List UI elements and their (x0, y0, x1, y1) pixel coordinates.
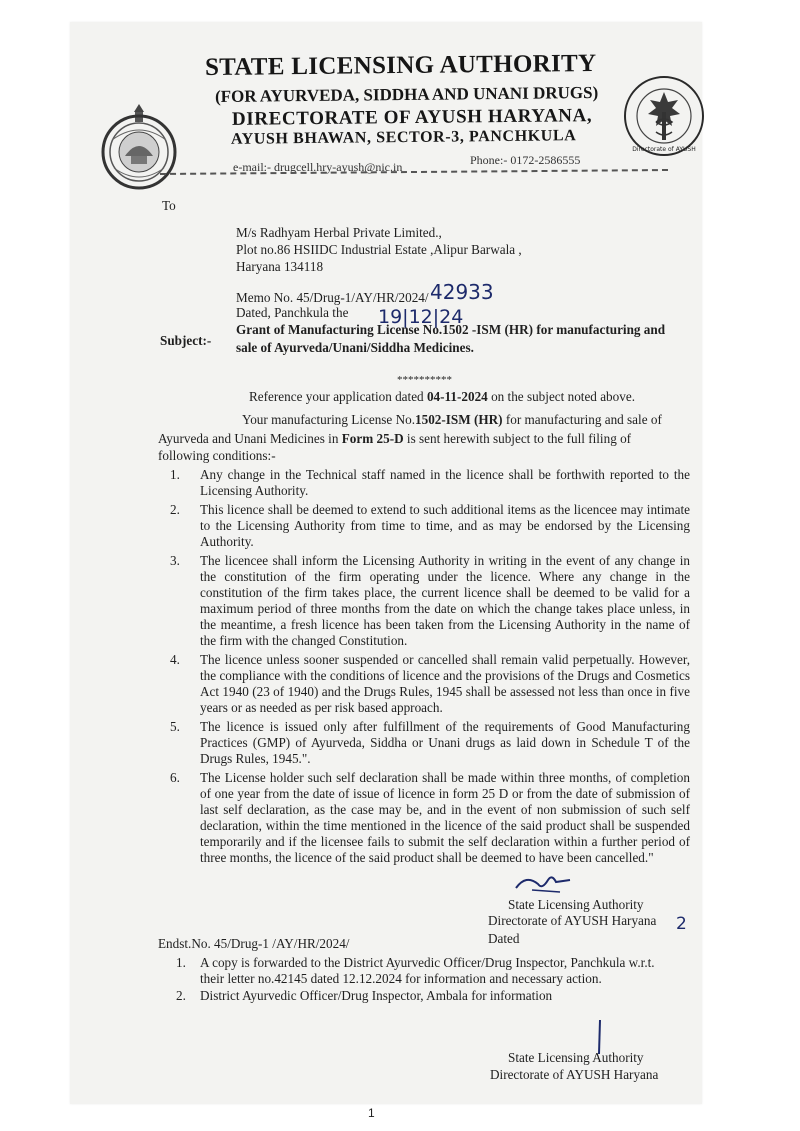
intro-line-3: following conditions:- (158, 448, 276, 463)
subject-label: Subject:- (160, 333, 212, 348)
endorsement-item-2-line-1: District Ayurvedic Officer/Drug Inspector, Ambala for information (200, 988, 553, 1003)
handwritten-memo-number: 42933 (430, 280, 494, 304)
reference-line (249, 389, 635, 405)
signature-1-handmark: 2 (676, 914, 687, 934)
condition-number: 5. (170, 719, 180, 734)
authority-title: STATE LICENSING AUTHORITY (204, 49, 597, 82)
condition-text: Any change in the Technical staff named in the licence shall be forthwith reported to the Licensing Authority. (200, 467, 690, 498)
condition-text: The licence is issued only after fulfillment of the requirements of Good Manufacturing Practices (GMP) of Ayurveda, Siddha or Unani drugs as laid down in Schedule T of the Drugs Rules, 1945.". (200, 719, 690, 766)
condition-item (170, 652, 690, 716)
subject-line-1: Grant of Manufacturing License No.1502 -ISM (HR) for manufacturing and (236, 322, 666, 337)
condition-number: 6. (170, 770, 180, 785)
directorate-name: DIRECTORATE OF AYUSH HARYANA, (231, 105, 593, 130)
directorate-address: AYUSH BHAWAN, SECTOR-3, PANCHKULA (230, 127, 577, 148)
intro-p2: for manufacturing and sale of (502, 412, 662, 427)
condition-number: 1. (170, 467, 180, 482)
condition-item (170, 553, 690, 649)
signature-1-directorate: Directorate of AYUSH Haryana (488, 913, 657, 928)
condition-text: The licence unless sooner suspended or cancelled shall remain valid perpetually. However, the compliance with the conditions of licence and the provisions of the Drugs and Cosmetics Act 1940 (23 of 1940) and the Drugs Rules, 1945 shall be assessed not less than once in five years or as needed as per risk based approach. (200, 652, 690, 715)
endorsement-item-1-number: 1. (176, 955, 186, 970)
condition-text: The License holder such self declaration shall be made within three months, of completion of one year from the date of issue of licence in form 25 D or from the date of submission of last self declaration, as the case may be, and in the event of non submission of such self declaration, within the time mentioned in the licence of the said product shall be suspended temporarily and if the licensee fails to submit the self declaration within a further period of three months, the licence of the said product shall be deemed to have been cancelled." (200, 770, 690, 865)
intro-line2a: Ayurveda and Unani Medicines in (158, 431, 342, 446)
contact-phone: Phone:- 0172-2586555 (470, 153, 581, 167)
condition-text: This licence shall be deemed to extend to such additional items as the licencee may intimate to the Licensing Authority from time to time, and as may be endorsed by the Licensing Authority. (200, 502, 690, 549)
ayush-seal-text: Directorate of AYUSH (632, 146, 696, 153)
addressee-line-1: M/s Radhyam Herbal Private Limited., (236, 225, 442, 240)
subject-stars: ********** (397, 374, 452, 386)
conditions-list (170, 467, 690, 869)
signature-1-dated: Dated (488, 931, 520, 946)
condition-item (170, 502, 690, 550)
signature-2-directorate: Directorate of AYUSH Haryana (490, 1067, 659, 1082)
intro-line-1 (242, 412, 662, 428)
condition-number: 3. (170, 553, 180, 568)
handwritten-date: 19|12|24 (378, 306, 464, 328)
contact-email: e-mail:- drugcell.hry-ayush@nic.in (233, 160, 403, 174)
reference-pre: Reference your application dated (249, 389, 427, 404)
condition-number: 4. (170, 652, 180, 667)
intro-form: Form 25-D (341, 431, 404, 446)
addressee-line-2: Plot no.86 HSIIDC Industrial Estate ,Alipur Barwala , (236, 242, 522, 257)
endorsement-item-1-line-2: their letter no.42145 dated 12.12.2024 for information and necessary action. (200, 971, 602, 986)
memo-number: Memo No. 45/Drug-1/AY/HR/2024/ (236, 290, 429, 305)
signature-1-mark (512, 870, 574, 896)
endorsement-number: Endst.No. 45/Drug-1 /AY/HR/2024/ (158, 936, 350, 951)
condition-item (170, 467, 690, 499)
subject-line-2: sale of Ayurveda/Unani/Siddha Medicines. (236, 340, 474, 355)
endorsement-item-2-number: 2. (176, 988, 186, 1003)
memo-dated: Dated, Panchkula the (236, 305, 349, 320)
endorsement-item-1-line-1: A copy is forwarded to the District Ayurvedic Officer/Drug Inspector, Panchkula w.r.t. (200, 955, 655, 970)
signature-1-title: State Licensing Authority (508, 897, 644, 912)
condition-item (170, 719, 690, 767)
reference-date: 04-11-2024 (426, 389, 488, 404)
authority-subtitle: (FOR AYURVEDA, SIDDHA AND UNANI DRUGS) (214, 82, 599, 107)
page-number: 1 (368, 1106, 375, 1120)
to-label: To (162, 198, 176, 213)
condition-text: The licencee shall inform the Licensing Authority in writing in the event of any change in the constitution of the firm operating under the licence. Where any change in the constitution of the firm takes place, the current licence shall be deemed to be valid for a maximum period of three months from the date on which the change takes place unless, in the meantime, a fresh licence has been taken from the Licensing Authority in the name of the firm with the changed Constitution. (200, 553, 690, 648)
intro-line-2 (158, 431, 631, 447)
intro-p1: Your manufacturing License No. (242, 412, 415, 427)
ayush-seal-icon (622, 74, 706, 158)
addressee-line-3: Haryana 134118 (236, 259, 324, 274)
signature-2-title: State Licensing Authority (508, 1050, 644, 1065)
condition-number: 2. (170, 502, 180, 517)
haryana-emblem-icon (98, 100, 180, 192)
condition-item (170, 770, 690, 866)
intro-license: 1502-ISM (HR) (415, 412, 503, 427)
reference-post: on the subject noted above. (487, 389, 635, 404)
intro-line2b: is sent herewith subject to the full filing of (403, 431, 632, 446)
